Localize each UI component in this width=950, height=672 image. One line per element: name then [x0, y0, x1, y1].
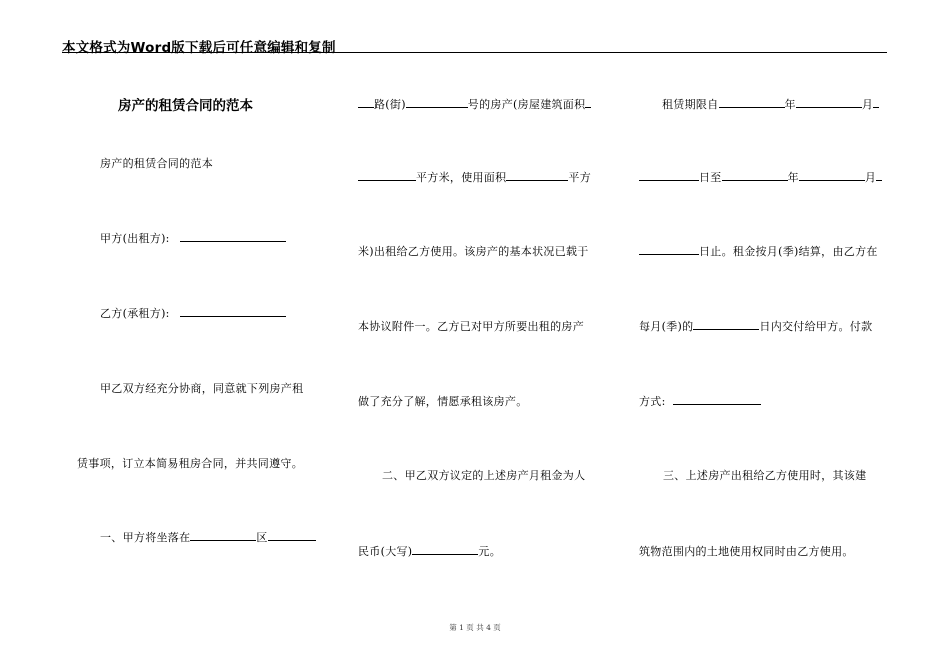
party-b-label: 乙方(承租方):: [100, 307, 170, 320]
document-header: 本文格式为Word版下载后可任意编辑和复制: [62, 40, 336, 56]
col3-line-4-text-b: 日内交付给甲方。付款: [759, 320, 873, 333]
payment-method-blank: [673, 394, 761, 405]
col2-line-2-text-a: 平方米，使用面积: [416, 171, 507, 184]
header-rule: [62, 52, 887, 53]
doc-title: 房产的租赁合同的范本: [118, 98, 253, 114]
start-day-blank: [873, 97, 879, 108]
location-blank: [190, 530, 256, 541]
rent-amount-blank: [412, 544, 478, 555]
area-blank: [585, 97, 591, 108]
lease-start-label: 租赁期限自: [662, 98, 719, 111]
party-a-label: 甲方(出租方):: [100, 232, 170, 245]
clause-2-line: 二、甲乙双方议定的上述房产月租金为人: [382, 469, 586, 482]
col2-line-7-text-b: 元。: [478, 545, 501, 558]
col2-line-2: [358, 169, 591, 185]
party-b-blank: [180, 306, 286, 317]
clause-1-text-b: 区: [256, 531, 268, 544]
payment-method-label: 方式:: [639, 395, 666, 408]
month-label-2: 月: [864, 171, 877, 184]
road-blank: [358, 97, 374, 108]
col2-line-1-text-a: 路(街): [374, 98, 406, 111]
col2-line-1-text-b: 号的房产(房屋建筑面积: [467, 98, 586, 111]
col3-line-3-text: 日止。租金按月(季)结算，由乙方在: [699, 245, 878, 258]
end-year-blank: [722, 170, 788, 181]
end-day-blank-cont: [639, 244, 699, 255]
col2-line-3: 米)出租给乙方使用。该房产的基本状况已载于: [358, 245, 589, 258]
start-month-blank: [796, 97, 862, 108]
clause-1-line: [100, 529, 316, 545]
col2-line-2-text-b: 平方: [568, 171, 592, 184]
col3-line-4: [639, 318, 872, 334]
intro-line: 房产的租赁合同的范本: [100, 157, 213, 170]
start-day-blank-cont: [639, 170, 699, 181]
payment-days-blank: [693, 319, 759, 330]
clause-3-line: 三、上述房产出租给乙方使用时，其该建: [663, 469, 867, 482]
party-a-line: [100, 230, 286, 246]
building-area-blank: [358, 170, 416, 181]
col2-line-5: 做了充分了解，情愿承租该房产。: [358, 395, 528, 408]
party-a-blank: [180, 231, 286, 242]
col3-line-4-text-a: 每月(季)的: [639, 320, 694, 333]
page-footer: 第 1 页 共 4 页: [449, 623, 501, 632]
usable-area-blank: [506, 170, 568, 181]
col3-line-3: [639, 243, 878, 259]
number-blank: [406, 97, 468, 108]
end-month-blank: [799, 170, 865, 181]
col3-line-2: [639, 169, 882, 185]
col3-line-5: [639, 393, 761, 409]
year-label-2: 年: [787, 171, 799, 184]
start-year-blank: [719, 97, 785, 108]
month-label-1: 月: [861, 98, 874, 111]
col2-line-7: [358, 543, 501, 559]
col3-line-7: 筑物范围内的土地使用权同时由乙方使用。: [639, 545, 854, 558]
para-line-2: 赁事项，订立本简易租房合同，并共同遵守。: [77, 457, 303, 470]
year-label-1: 年: [784, 98, 796, 111]
clause-1-text-a: 一、甲方将坐落在: [100, 531, 191, 544]
party-b-line: [100, 305, 286, 321]
district-blank: [268, 530, 316, 541]
end-day-blank: [876, 170, 882, 181]
col3-line-1: [662, 96, 879, 112]
lease-end-label: 日至: [699, 171, 722, 184]
para-line-1: 甲乙双方经充分协商，同意就下列房产租: [100, 382, 304, 395]
col2-line-1: [358, 96, 591, 112]
col2-line-4: 本协议附件一。乙方已对甲方所要出租的房产: [358, 320, 584, 333]
col2-line-7-text-a: 民币(大写): [358, 545, 413, 558]
